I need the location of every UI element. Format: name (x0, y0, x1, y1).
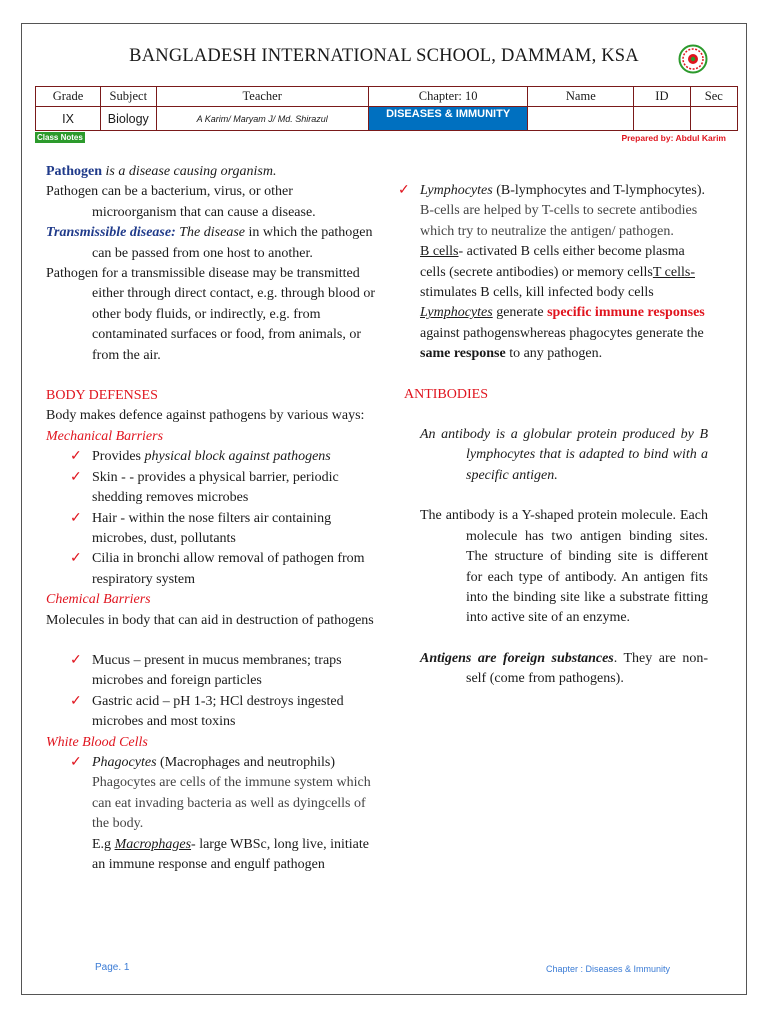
macrophage-example: E.g Macrophages- large WBSc, long live, initiate an immune response and engulf pathogen (92, 836, 369, 872)
check-icon: ✓ (70, 469, 82, 485)
chemical-heading: Chemical Barriers (46, 592, 151, 608)
right-column (398, 181, 708, 690)
phagocyte-description: Phagocytes are cells of the immune system which can eat invading bacteria as well as dyingcells of the body. (92, 775, 371, 832)
pathogen-paragraph: Pathogen can be a bacterium, virus, or other microorganism that can cause a disease. (46, 184, 316, 220)
teacher-value: A Karim/ Maryam J/ Md. Shirazul (156, 107, 368, 131)
lymphocyte-response-text: Lymphocytes generate specific immune responses against pathogenswhereas phagocytes generate the same response to any pathogen. (420, 305, 705, 362)
col-subject: Subject (101, 87, 157, 107)
info-table (35, 86, 738, 131)
list-item: ✓ Phagocytes (Macrophages and neutrophils) (46, 753, 376, 773)
col-id: ID (634, 87, 690, 107)
col-teacher: Teacher (156, 87, 368, 107)
col-sec: Sec (690, 87, 737, 107)
transmissible-definition: Transmissible disease: The disease in which the pathogen can be passed from one host to another. (46, 225, 373, 261)
subject-value: Biology (101, 107, 157, 131)
pathogen-definition: Pathogen is a disease causing organism. (46, 164, 277, 179)
col-chapter: Chapter: 10 (368, 87, 528, 107)
left-column (46, 162, 376, 875)
transmission-paragraph: Pathogen for a transmissible disease may be transmitted either through direct contact, e.g. through blood or other body fluids, or indirectly, e.g. from contaminated surfaces or food, from animals, or from the air. (46, 266, 376, 363)
wbc-heading: White Blood Cells (46, 734, 148, 750)
lymphocytes-item: ✓ Lymphocytes (B-lymphocytes and T-lymphocytes). (398, 181, 708, 201)
id-field[interactable] (634, 107, 690, 131)
antibody-definition: An antibody is a globular protein produced by B lymphocytes that is adapted to bind with a specific antigen. (420, 427, 708, 483)
col-grade: Grade (36, 87, 101, 107)
grade-value: IX (36, 107, 101, 131)
check-icon: ✓ (70, 754, 82, 770)
list-item: ✓ Provides physical block against pathogens (46, 447, 376, 467)
list-item: ✓ Cilia in bronchi allow removal of pathogen from respiratory system (70, 551, 365, 587)
list-item: ✓ Skin - - provides a physical barrier, periodic shedding removes microbes (70, 469, 339, 506)
page-number: Page. 1 (95, 962, 130, 973)
class-notes-badge: Class Notes (37, 133, 83, 142)
antigen-definition: Antigens are foreign substances. They are non-self (come from pathogens). (420, 650, 709, 687)
check-icon: ✓ (398, 183, 410, 198)
antibody-structure: The antibody is a Y-shaped protein molecule. Each molecule has two antigen binding sites. The structure of binding site is different for each type of antibody. An antigen fits into the binding site like a substrate fitting into active site of an enzyme. (420, 508, 708, 626)
mechanical-heading: Mechanical Barriers (46, 428, 164, 444)
list-item: ✓ Gastric acid – pH 1-3; HCl destroys ingested microbes and most toxins (70, 693, 344, 730)
chemical-intro: Molecules in body that can aid in destruction of pathogens (46, 612, 374, 628)
check-icon: ✓ (70, 652, 82, 668)
name-field[interactable] (528, 107, 634, 131)
bcells-tcells-text: B cells- activated B cells either become plasma cells (secrete antibodies) or memory cellsT cells- stimulates B cells, kill infected body cells (420, 244, 695, 301)
check-icon: ✓ (70, 510, 82, 526)
check-icon: ✓ (70, 551, 82, 567)
col-name: Name (528, 87, 634, 107)
body-defenses-heading: BODY DEFENSES (46, 388, 158, 404)
sec-field[interactable] (690, 107, 737, 131)
school-seal-icon (678, 44, 708, 74)
chapter-value: DISEASES & IMMUNITY (368, 107, 528, 131)
check-icon: ✓ (70, 449, 82, 465)
footer-chapter: Chapter : Diseases & Immunity (546, 964, 671, 974)
list-item: ✓ Mucus – present in mucus membranes; traps microbes and foreign particles (70, 652, 342, 689)
bcell-help-text: B-cells are helped by T-cells to secrete antibodies which try to neutralize the antigen/ pathogen. (420, 203, 698, 239)
check-icon: ✓ (70, 693, 82, 709)
prepared-by: Prepared by: Abdul Karim (621, 133, 726, 143)
antibodies-heading: ANTIBODIES (404, 386, 488, 402)
list-item: ✓ Hair - within the nose filters air containing microbes, dust, pollutants (70, 510, 332, 546)
school-title: BANGLADESH INTERNATIONAL SCHOOL, DAMMAM, KSA (129, 46, 639, 66)
body-defenses-intro: Body makes defence against pathogens by various ways: (46, 408, 365, 424)
